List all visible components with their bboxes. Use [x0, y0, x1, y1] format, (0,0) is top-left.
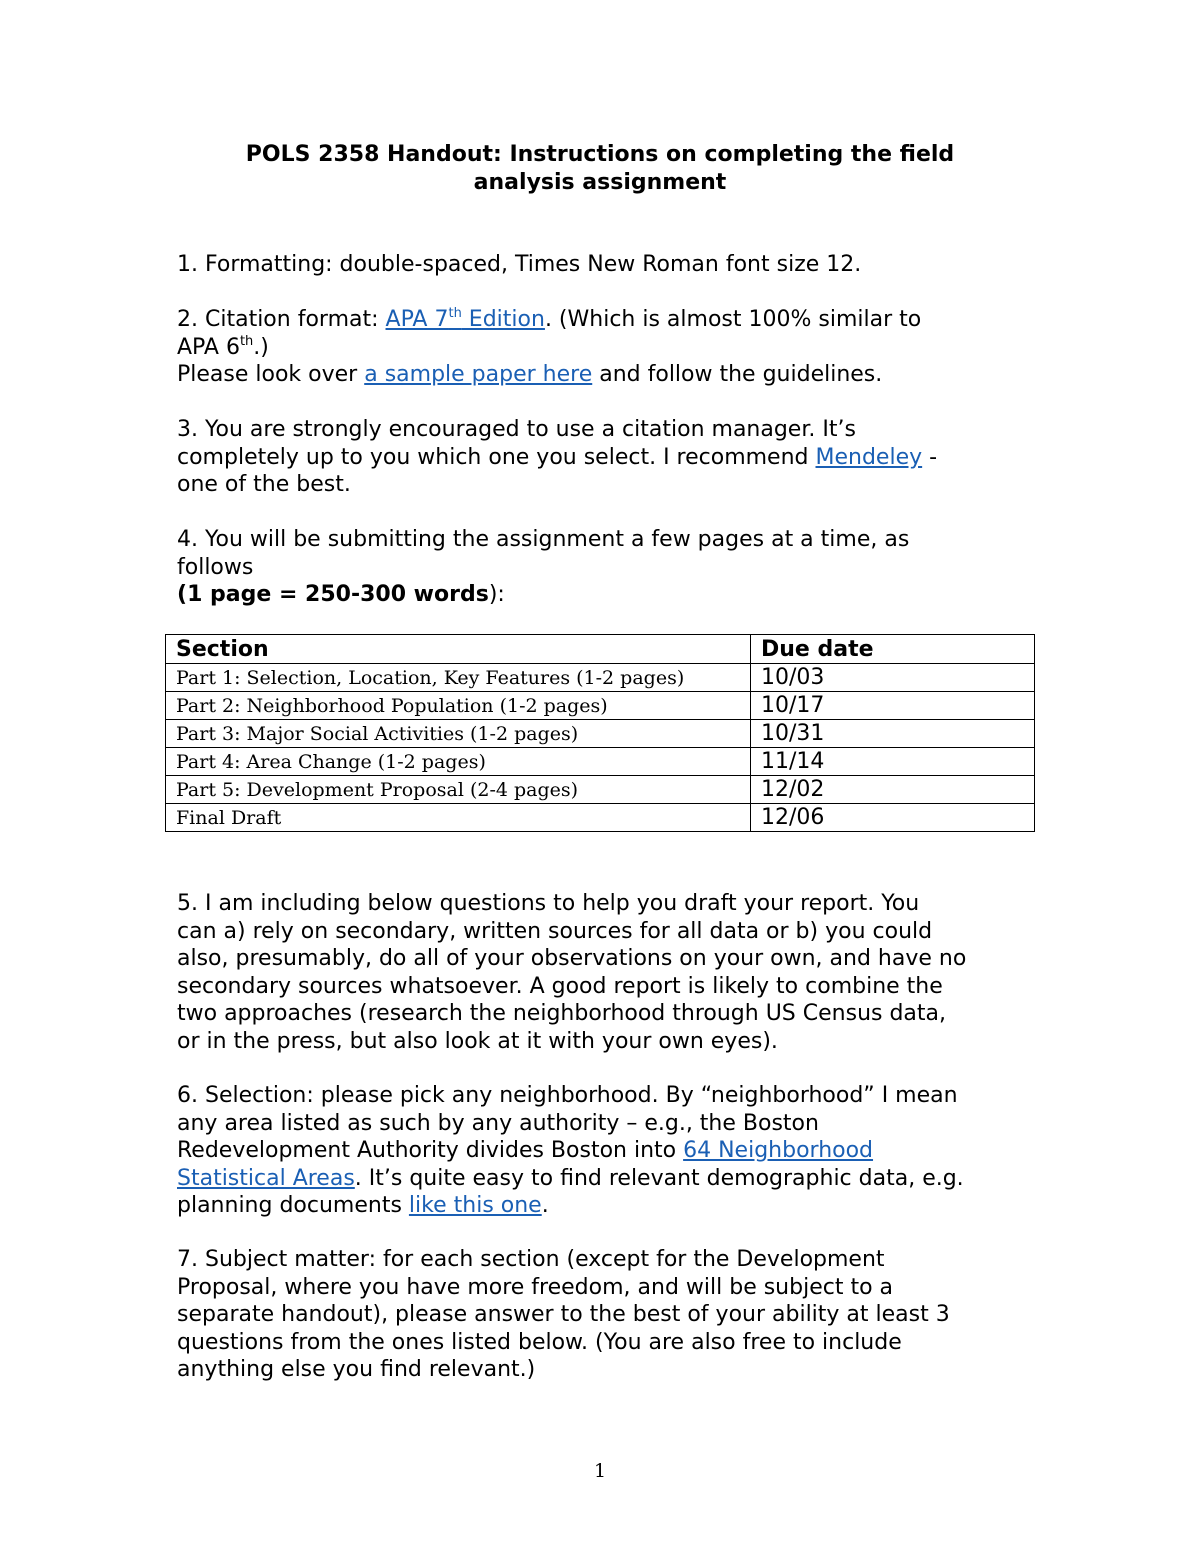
questions-line-6: or in the press, but also look at it with your own eyes). — [177, 1028, 778, 1054]
title-line-1: POLS 2358 Handout: Instructions on completing the field — [245, 142, 955, 167]
apa-6-sup: th — [239, 333, 254, 349]
sample-suffix: and follow the guidelines. — [592, 362, 883, 387]
row-due: 10/03 — [751, 664, 1035, 692]
row-due: 11/14 — [751, 748, 1035, 776]
subject-line-2: Proposal, where you have more freedom, and will be subject to a — [177, 1274, 894, 1300]
item-citation — [177, 306, 1037, 389]
page-rule-bold: 1 page = 250-300 words — [187, 582, 489, 607]
row-section: Part 2: Neighborhood Population (1-2 pages) — [166, 692, 751, 720]
item-submission — [177, 526, 1037, 609]
subject-line-5: anything else you find relevant.) — [177, 1357, 536, 1382]
page-rule-close: ): — [488, 582, 505, 607]
row-section: Part 4: Area Change (1-2 pages) — [166, 748, 751, 776]
selection-line-2: any area listed as such by any authority – e.g., the Boston — [177, 1110, 819, 1136]
citation-line-1 — [177, 306, 1037, 334]
row-section: Final Draft — [166, 804, 751, 832]
table-header-row — [166, 635, 1035, 664]
manager-line-2-text: completely up to you which one you select. I recommend — [177, 444, 816, 470]
item-questions — [177, 890, 1037, 1055]
due-date-table — [165, 634, 1035, 832]
subject-line-3: separate handout), please answer to the best of your ability at least 3 — [177, 1302, 950, 1327]
row-section: Part 1: Selection, Location, Key Features (1-2 pages) — [166, 664, 751, 692]
selection-line-5-text: planning documents — [177, 1193, 409, 1218]
submission-line-3 — [177, 581, 1037, 609]
row-due: 10/31 — [751, 720, 1035, 748]
sample-paper-link[interactable]: a sample paper here — [364, 362, 593, 387]
item-formatting-text: 1. Formatting: double-spaced, Times New Roman font size 12. — [177, 252, 862, 277]
citation-line-3 — [177, 361, 1037, 389]
questions-line-3: also, presumably, do all of your observations on your own, and have no — [177, 946, 967, 971]
selection-line-4 — [177, 1165, 1037, 1193]
header-section: Section — [166, 635, 751, 664]
row-due: 12/06 — [751, 804, 1035, 832]
table-row — [166, 804, 1035, 832]
mendeley-link[interactable]: Mendeley — [815, 444, 923, 470]
table-row — [166, 720, 1035, 748]
questions-line-5: two approaches (research the neighborhood through US Census data, — [177, 1001, 947, 1026]
table-row — [166, 664, 1035, 692]
nsa-link-continued[interactable]: Statistical Areas — [177, 1165, 355, 1191]
questions-line-4: secondary sources whatsoever. A good report is likely to combine the — [177, 973, 943, 999]
header-due-date: Due date — [751, 635, 1035, 664]
subject-line-1: 7. Subject matter: for each section (except for the Development — [177, 1247, 885, 1272]
page-rule-open: ( — [177, 582, 188, 607]
sample-prefix: Please look over — [177, 362, 365, 387]
selection-line-5 — [177, 1192, 1037, 1220]
page-number: 1 — [593, 1460, 607, 1482]
selection-line-4-text: . It’s quite easy to find relevant demographic data, e.g. — [354, 1165, 964, 1191]
apa-6-end: .) — [253, 334, 269, 360]
citation-line-2 — [177, 334, 1037, 362]
citation-after-link: . (Which is almost 100% similar to — [544, 307, 922, 332]
table-row — [166, 692, 1035, 720]
selection-line-1: 6. Selection: please pick any neighborhood. By “neighborhood” I mean — [177, 1083, 958, 1108]
item-formatting — [177, 251, 1037, 279]
subject-line-4: questions from the ones listed below. (You are also free to include — [177, 1329, 902, 1355]
questions-line-2: can a) rely on secondary, written sources for all data or b) you could — [177, 918, 933, 944]
nsa-link[interactable]: 64 Neighborhood — [683, 1138, 874, 1163]
manager-line-3: one of the best. — [177, 472, 351, 497]
table-row — [166, 776, 1035, 804]
row-due: 10/17 — [751, 692, 1035, 720]
questions-line-1: 5. I am including below questions to help you draft your report. You — [177, 891, 920, 916]
document-title — [170, 141, 1030, 197]
apa-7-link-suffix: Edition — [461, 307, 545, 332]
citation-prefix: 2. Citation format: — [177, 307, 386, 332]
submission-line-2: follows — [177, 554, 254, 580]
row-section: Part 3: Major Social Activities (1-2 pages) — [166, 720, 751, 748]
title-line-2: analysis assignment — [473, 170, 727, 195]
item-selection — [177, 1082, 1037, 1220]
apa-6-text: APA 6 — [177, 334, 240, 360]
row-due: 12/02 — [751, 776, 1035, 804]
submission-line-1: 4. You will be submitting the assignment a few pages at a time, as — [177, 527, 910, 552]
manager-line-1: 3. You are strongly encouraged to use a citation manager. It’s — [177, 417, 856, 442]
selection-line-3 — [177, 1137, 1037, 1165]
apa-7-link[interactable] — [386, 307, 545, 332]
item-subject-matter — [177, 1246, 1037, 1384]
table-row — [166, 748, 1035, 776]
apa-7-link-sup: th — [448, 306, 462, 321]
selection-line-3-text: Redevelopment Authority divides Boston into — [177, 1138, 684, 1163]
item-citation-manager — [177, 416, 1037, 499]
manager-line-2 — [177, 444, 1037, 472]
apa-7-link-text: APA 7 — [385, 307, 449, 332]
planning-doc-link[interactable]: like this one — [408, 1193, 542, 1218]
manager-line-2-end: - — [922, 444, 938, 470]
selection-line-5-end: . — [541, 1193, 549, 1218]
row-section: Part 5: Development Proposal (2-4 pages) — [166, 776, 751, 804]
